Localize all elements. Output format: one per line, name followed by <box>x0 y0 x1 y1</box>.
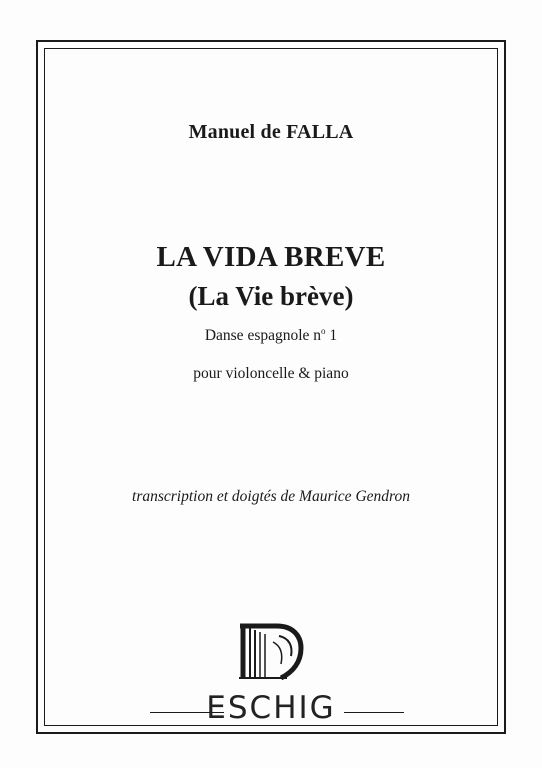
transcription-credit: transcription et doigtés de Maurice Gendron <box>132 488 410 505</box>
composer-name: Manuel de FALLA <box>188 121 354 143</box>
lyre-logo-icon <box>233 622 309 680</box>
publisher-name: ESCHIG <box>206 690 336 726</box>
dance-number-line <box>0 327 542 345</box>
publisher-row <box>44 685 498 725</box>
dance-label: Danse espagnole n <box>204 327 322 344</box>
dance-ordinal: o <box>321 325 326 336</box>
work-title: LA VIDA BREVE <box>156 241 386 273</box>
instrumentation: pour violoncelle & piano <box>193 365 349 382</box>
dance-number: 1 <box>325 327 338 344</box>
work-subtitle: (La Vie brève) <box>188 281 354 311</box>
